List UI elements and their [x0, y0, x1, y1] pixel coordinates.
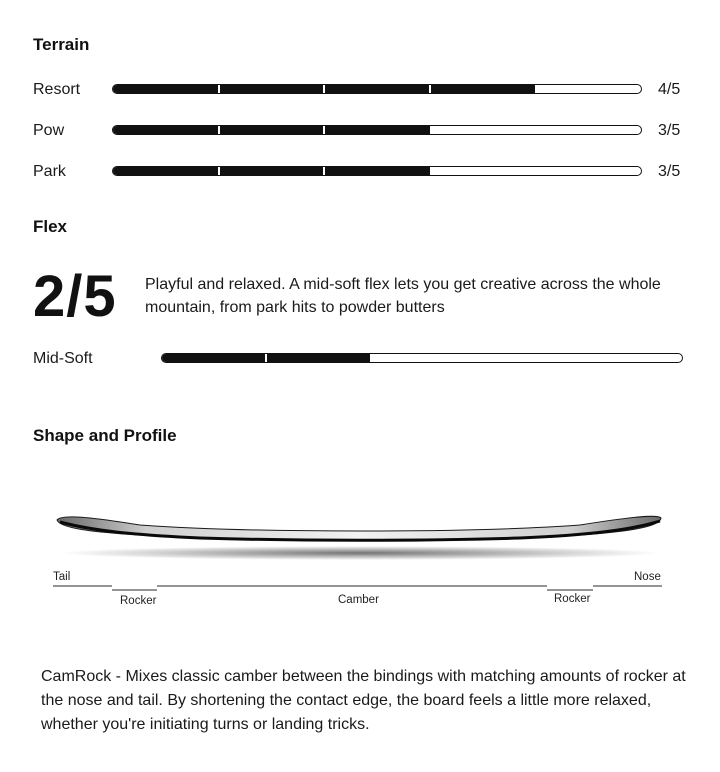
terrain-score: 3/5 — [658, 163, 681, 180]
terrain-meter — [112, 125, 642, 135]
board-shadow — [60, 546, 660, 560]
meter-tick — [323, 85, 325, 93]
flex-meter-label: Mid-Soft — [33, 350, 93, 367]
terrain-label: Resort — [33, 81, 81, 98]
profile-description: CamRock - Mixes classic camber between the bindings with matching amounts of rocker at the nose and tail. By shortening the contact edge, the board feels a little more relaxed, whether you're initiating turns or landing tricks. — [41, 668, 686, 733]
meter-tick — [323, 126, 325, 134]
meter-tick — [265, 354, 267, 362]
flex-meter — [161, 353, 683, 363]
terrain-meter — [112, 84, 642, 94]
shape-heading: Shape and Profile — [33, 426, 177, 445]
profile-label-nose: Nose — [634, 571, 661, 583]
meter-fill — [113, 167, 430, 175]
terrain-heading: Terrain — [33, 35, 90, 54]
meter-tick — [218, 126, 220, 134]
meter-tick — [323, 167, 325, 175]
flex-description: Playful and relaxed. A mid-soft flex lets you get creative across the whole mountain, from park hits to powder butters — [145, 276, 661, 316]
flex-score: 2/5 — [33, 264, 117, 329]
profile-label-tail: Tail — [53, 571, 71, 583]
meter-tick — [218, 167, 220, 175]
meter-fill — [113, 126, 430, 134]
terrain-label: Park — [33, 163, 66, 180]
profile-label-camber: Camber — [338, 594, 379, 606]
flex-heading: Flex — [33, 217, 68, 236]
profile-label-rocker-tail: Rocker — [120, 595, 157, 607]
profile-baseline — [53, 586, 662, 590]
terrain-score: 3/5 — [658, 122, 681, 139]
meter-tick — [218, 85, 220, 93]
terrain-meter — [112, 166, 642, 176]
terrain-score: 4/5 — [658, 81, 681, 98]
terrain-label: Pow — [33, 122, 65, 139]
meter-tick — [429, 85, 431, 93]
profile-label-rocker-nose: Rocker — [554, 593, 591, 605]
